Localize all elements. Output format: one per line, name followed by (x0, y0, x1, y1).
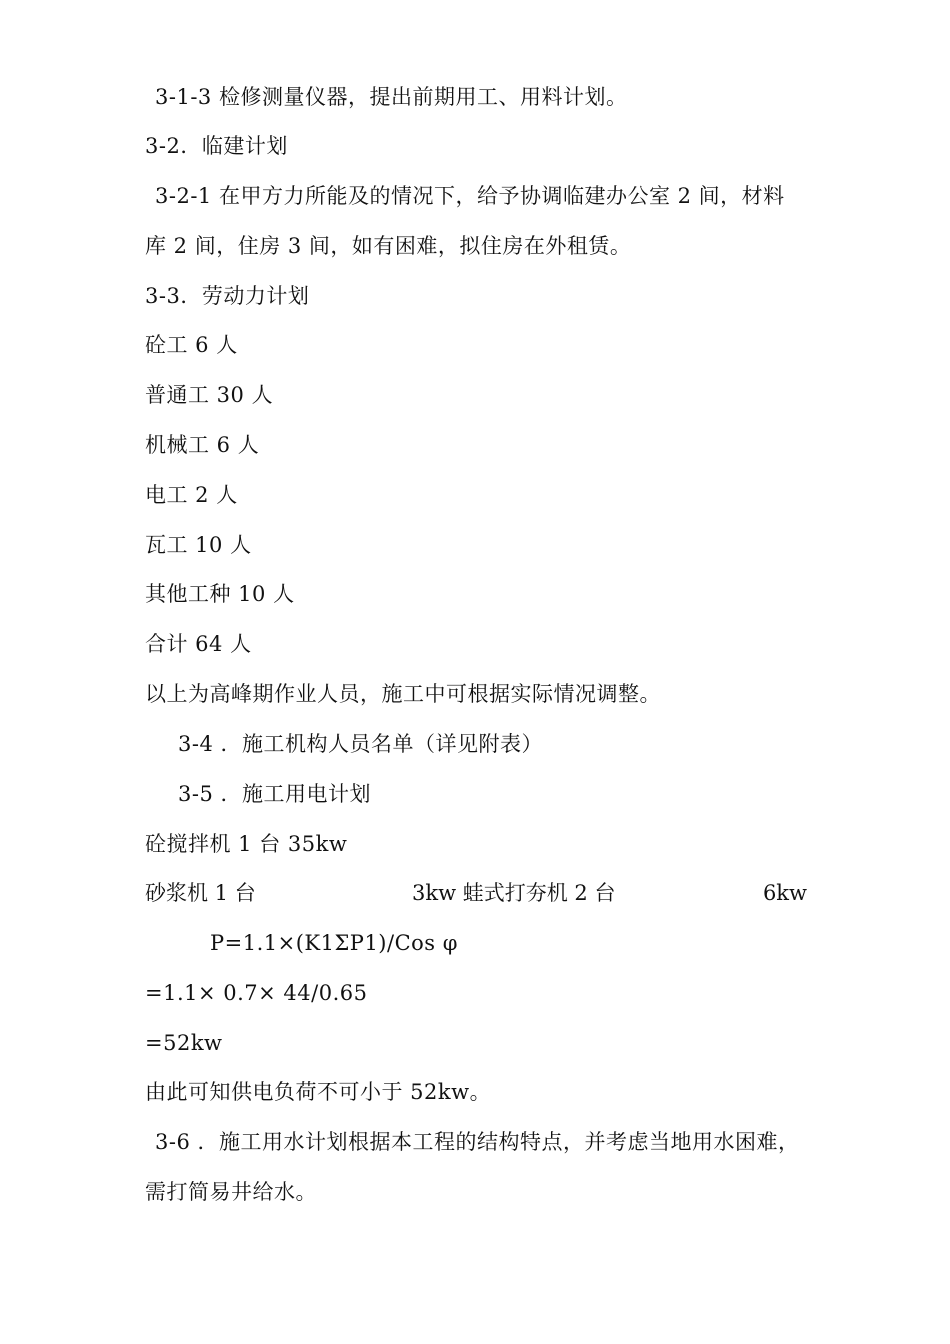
heading-3-5: 3-5 ．施工用电计划 (178, 782, 371, 806)
heading-3-3: 3-3．劳动力计划 (145, 284, 310, 308)
labor-concrete: 砼工 6 人 (145, 333, 238, 357)
labor-general: 普通工 30 人 (145, 383, 274, 407)
heading-3-6-line2: 需打简易井给水。 (145, 1180, 317, 1204)
equipment-rammer: 3kw 蛙式打夯机 2 台 (412, 881, 616, 905)
heading-3-2: 3-2．临建计划 (145, 134, 288, 158)
heading-3-4: 3-4 ．施工机构人员名单（详见附表） (178, 732, 543, 756)
labor-total: 合计 64 人 (145, 632, 252, 656)
formula-line-3: =52kw (145, 1031, 223, 1055)
labor-bricklayer: 瓦工 10 人 (145, 533, 252, 557)
equipment-rammer-power: 6kw (762, 881, 807, 905)
equipment-mixer: 砼搅拌机 1 台 35kw (145, 832, 348, 856)
formula-line-2: =1.1× 0.7× 44/0.65 (145, 981, 368, 1005)
equipment-mortar-mixer: 砂浆机 1 台 (145, 881, 256, 905)
heading-3-6-line1: 3-6 ．施工用水计划根据本工程的结构特点，并考虑当地用水困难， (155, 1130, 800, 1154)
labor-other: 其他工种 10 人 (145, 582, 295, 606)
power-conclusion: 由此可知供电负荷不可小于 52kw。 (145, 1080, 492, 1104)
item-3-2-1-line1: 3-2-1 在甲方力所能及的情况下，给予协调临建办公室 2 间，材料 (155, 184, 785, 208)
labor-note: 以上为高峰期作业人员，施工中可根据实际情况调整。 (145, 682, 661, 706)
item-3-1-3: 3-1-3 检修测量仪器，提出前期用工、用料计划。 (155, 85, 628, 109)
formula-line-1: P=1.1×(K1ΣP1)/Cos φ (210, 931, 458, 955)
labor-electrician: 电工 2 人 (145, 483, 238, 507)
item-3-2-1-line2: 库 2 间，住房 3 间，如有困难，拟住房在外租赁。 (145, 234, 632, 258)
labor-mechanic: 机械工 6 人 (145, 433, 260, 457)
